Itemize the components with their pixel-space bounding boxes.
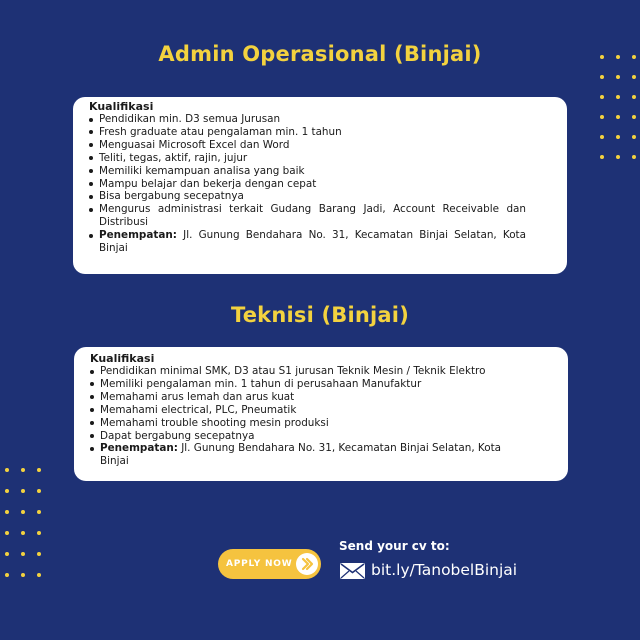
apply-now-button[interactable] (218, 549, 321, 579)
list-item: Teliti, tegas, aktif, rajin, jujur (89, 152, 526, 165)
placement-label: Penempatan: (100, 442, 178, 455)
card-heading: Kualifikasi (89, 100, 154, 113)
job-title-admin: Admin Operasional (Binjai) (158, 42, 482, 66)
qualification-card-teknisi (74, 347, 568, 481)
qualification-card-admin (73, 97, 567, 274)
list-item: Pendidikan min. D3 semua Jurusan (89, 113, 526, 126)
list-item: Mengurus administrasi terkait Gudang Barang Jadi, Account Receivable dan Distribusi (89, 203, 526, 229)
list-item: Memiliki kemampuan analisa yang baik (89, 165, 526, 178)
list-item: Dapat bergabung secepatnya (90, 430, 528, 443)
placement-item (90, 442, 528, 468)
list-item: Memahami arus lemah dan arus kuat (90, 391, 528, 404)
list-item: Memahami electrical, PLC, Pneumatik (90, 404, 528, 417)
decorative-dots-right (600, 55, 636, 159)
placement-label: Penempatan: (99, 229, 177, 242)
job-title-teknisi: Teknisi (Binjai) (230, 303, 410, 327)
list-item: Memahami trouble shooting mesin produksi (90, 417, 528, 430)
list-item: Fresh graduate atau pengalaman min. 1 tahun (89, 126, 526, 139)
qualification-list (90, 365, 528, 468)
placement-value: Jl. Gunung Bendahara No. 31, Kecamatan Binjai Selatan, Kota Binjai (99, 229, 527, 255)
list-item: Menguasai Microsoft Excel dan Word (89, 139, 526, 152)
send-cv-label: Send your cv to: (339, 539, 450, 553)
qualification-list (89, 113, 526, 255)
mail-icon (339, 562, 366, 580)
apply-now-label: APPLY NOW (226, 559, 293, 569)
placement-value: Jl. Gunung Bendahara No. 31, Kecamatan Binjai Selatan, Kota Binjai (100, 442, 502, 468)
list-item: Memiliki pengalaman min. 1 tahun di perusahaan Manufaktur (90, 378, 528, 391)
list-item: Mampu belajar dan bekerja dengan cepat (89, 178, 526, 191)
decorative-dots-left (5, 468, 41, 577)
card-heading: Kualifikasi (90, 352, 155, 365)
application-link[interactable]: bit.ly/TanobelBinjai (371, 561, 518, 579)
placement-item (89, 229, 526, 255)
list-item: Pendidikan minimal SMK, D3 atau S1 jurusan Teknik Mesin / Teknik Elektro (90, 365, 528, 378)
arrow-right-icon (296, 553, 318, 575)
list-item: Bisa bergabung secepatnya (89, 190, 526, 203)
